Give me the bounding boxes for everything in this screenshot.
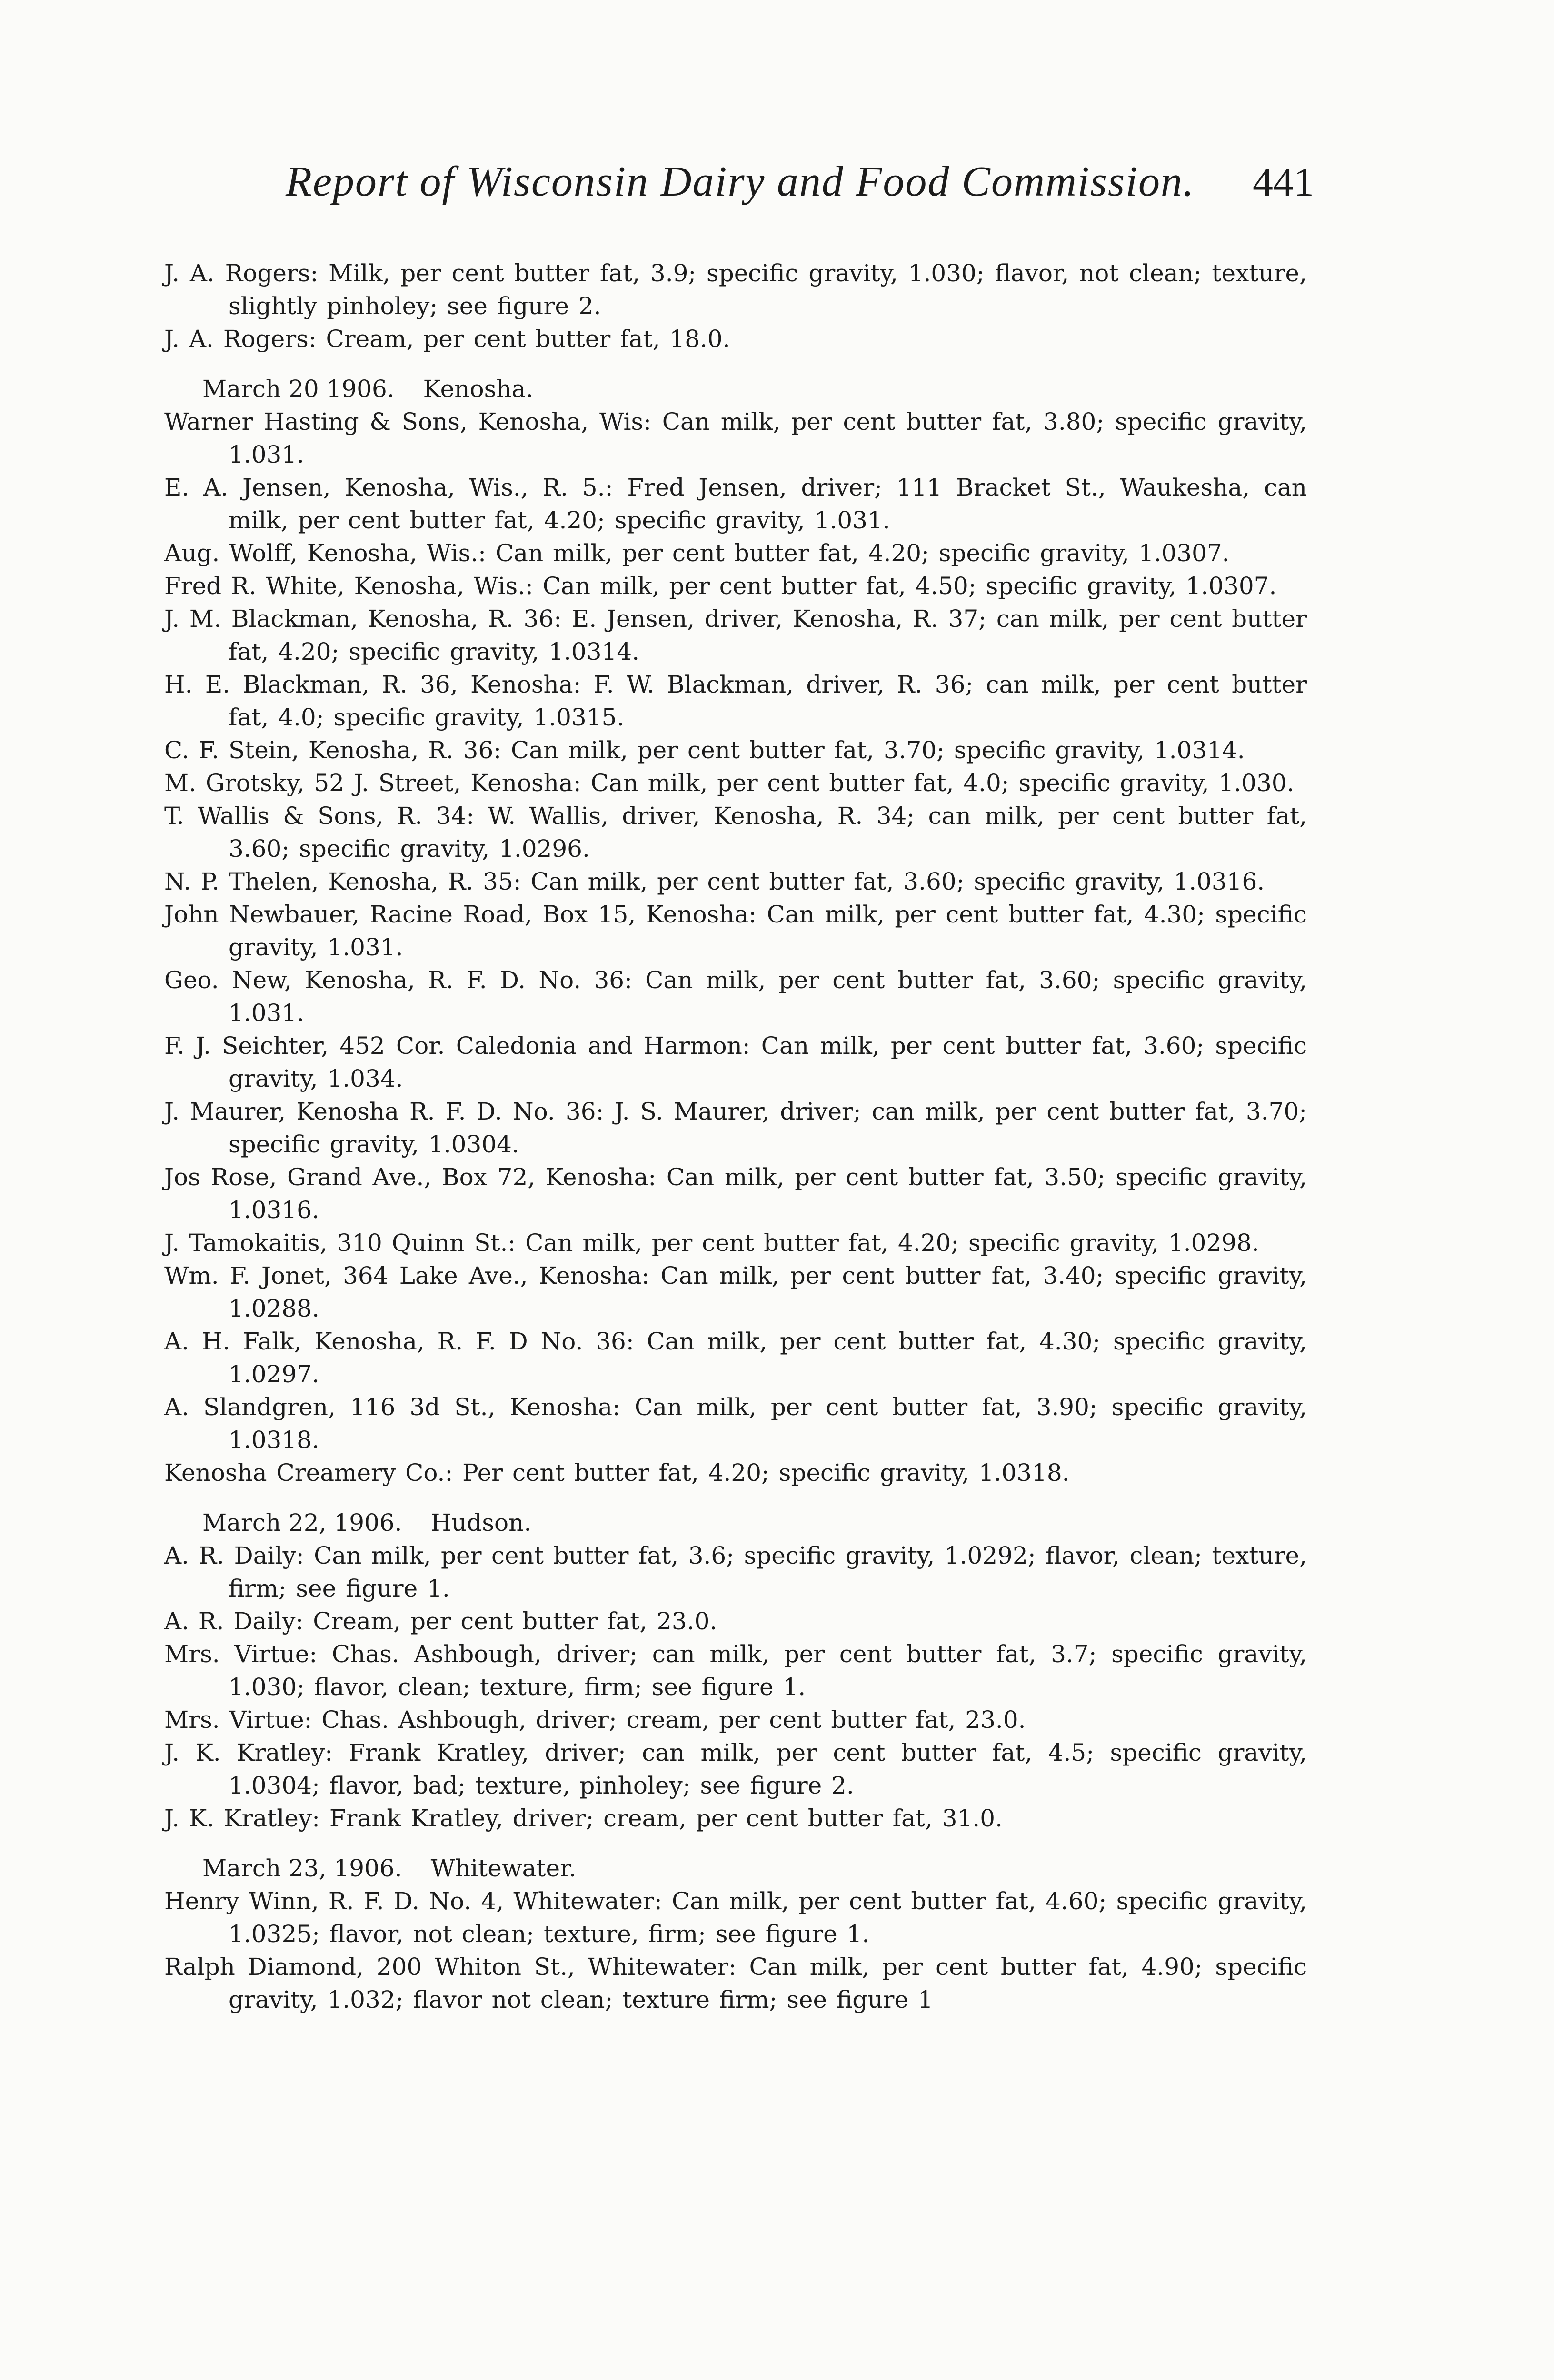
list-item: Aug. Wolff, Kenosha, Wis.: Can milk, per cent butter fat, 4.20; specific gravity, 1.0307.: [164, 539, 1230, 567]
list-item: Jos Rose, Grand Ave., Box 72, Kenosha: Can milk, per cent butter fat, 3.50; specific gravity, 1.0316.: [164, 1163, 1307, 1224]
list-item: J. A. Rogers: Milk, per cent butter fat, 3.9; specific gravity, 1.030; flavor, not clean; texture, slightly pinholey; see figure 2.: [164, 259, 1307, 320]
list-item: J. M. Blackman, Kenosha, R. 36: E. Jensen, driver, Kenosha, R. 37; can milk, per cent butter fat, 4.20; specific gravity, 1.0314.: [164, 605, 1307, 665]
list-item: J. K. Kratley: Frank Kratley, driver; cream, per cent butter fat, 31.0.: [164, 1805, 1003, 1832]
list-item: A. R. Daily: Cream, per cent butter fat, 23.0.: [164, 1607, 717, 1635]
section-date: March 20 1906.: [202, 375, 395, 403]
list-item: A. H. Falk, Kenosha, R. F. D No. 36: Can milk, per cent butter fat, 4.30; specific gravity, 1.0297.: [164, 1328, 1307, 1388]
list-item: N. P. Thelen, Kenosha, R. 35: Can milk, per cent butter fat, 3.60; specific gravity, 1.0316.: [164, 868, 1265, 895]
list-item: E. A. Jensen, Kenosha, Wis., R. 5.: Fred Jensen, driver; 111 Bracket St., Waukesha, can milk, per cent butter fat, 4.20; specific gravity, 1.031.: [164, 474, 1307, 534]
list-item: F. J. Seichter, 452 Cor. Caledonia and Harmon: Can milk, per cent butter fat, 3.60; specific gravity, 1.034.: [164, 1032, 1307, 1092]
page-number: 441: [1253, 159, 1314, 205]
list-item: A. R. Daily: Can milk, per cent butter fat, 3.6; specific gravity, 1.0292; flavor, clean; texture, firm; see figure 1.: [164, 1542, 1307, 1602]
section-place: Whitewater.: [430, 1854, 577, 1882]
list-item: Fred R. White, Kenosha, Wis.: Can milk, per cent butter fat, 4.50; specific gravity, 1.0307.: [164, 572, 1277, 600]
section-heading: [202, 1852, 1307, 1885]
list-item: Kenosha Creamery Co.: Per cent butter fat, 4.20; specific gravity, 1.0318.: [164, 1459, 1070, 1487]
list-item: Warner Hasting & Sons, Kenosha, Wis: Can milk, per cent butter fat, 3.80; specific gravity, 1.031.: [164, 408, 1307, 468]
list-item: J. Tamokaitis, 310 Quinn St.: Can milk, per cent butter fat, 4.20; specific gravity, 1.0298.: [164, 1229, 1259, 1257]
list-item: Geo. New, Kenosha, R. F. D. No. 36: Can milk, per cent butter fat, 3.60; specific gravity, 1.031.: [164, 966, 1307, 1027]
list-item: Ralph Diamond, 200 Whiton St., Whitewater: Can milk, per cent butter fat, 4.90; specific gravity, 1.032; flavor not clean; texture firm; see figure 1: [164, 1953, 1307, 2013]
section-place: Hudson.: [430, 1509, 532, 1537]
list-item: Henry Winn, R. F. D. No. 4, Whitewater: Can milk, per cent butter fat, 4.60; specific gravity, 1.0325; flavor, not clean; texture, firm; see figure 1.: [164, 1887, 1307, 1948]
section-place: Kenosha.: [423, 375, 534, 403]
list-item: John Newbauer, Racine Road, Box 15, Kenosha: Can milk, per cent butter fat, 4.30; specific gravity, 1.031.: [164, 901, 1307, 961]
list-item: J. K. Kratley: Frank Kratley, driver; can milk, per cent butter fat, 4.5; specific gravity, 1.0304; flavor, bad; texture, pinholey; see figure 2.: [164, 1739, 1307, 1799]
list-item: T. Wallis & Sons, R. 34: W. Wallis, driver, Kenosha, R. 34; can milk, per cent butter fat, 3.60; specific gravity, 1.0296.: [164, 802, 1307, 863]
list-item: H. E. Blackman, R. 36, Kenosha: F. W. Blackman, driver, R. 36; can milk, per cent butter fat, 4.0; specific gravity, 1.0315.: [164, 671, 1307, 731]
list-item: A. Slandgren, 116 3d St., Kenosha: Can milk, per cent butter fat, 3.90; specific gravity, 1.0318.: [164, 1393, 1307, 1454]
list-item: Mrs. Virtue: Chas. Ashbough, driver; can milk, per cent butter fat, 3.7; specific gravity, 1.030; flavor, clean; texture, firm; see figure 1.: [164, 1640, 1307, 1701]
running-title: Report of Wisconsin Dairy and Food Commission.: [286, 158, 1195, 205]
list-item: J. Maurer, Kenosha R. F. D. No. 36: J. S. Maurer, driver; can milk, per cent butter fat, 3.70; specific gravity, 1.0304.: [164, 1098, 1307, 1158]
list-item: J. A. Rogers: Cream, per cent butter fat, 18.0.: [164, 325, 730, 353]
report-body: [164, 257, 1307, 2016]
section-date: March 23, 1906.: [202, 1854, 402, 1882]
section-date: March 22, 1906.: [202, 1509, 402, 1537]
list-item: Mrs. Virtue: Chas. Ashbough, driver; cream, per cent butter fat, 23.0.: [164, 1706, 1026, 1734]
list-item: M. Grotsky, 52 J. Street, Kenosha: Can milk, per cent butter fat, 4.0; specific gravity, 1.030.: [164, 769, 1295, 797]
running-header: [286, 157, 1314, 206]
list-item: Wm. F. Jonet, 364 Lake Ave., Kenosha: Can milk, per cent butter fat, 3.40; specific gravity, 1.0288.: [164, 1262, 1307, 1322]
section-heading: [202, 1507, 1307, 1539]
section-heading: [202, 373, 1307, 406]
list-item: C. F. Stein, Kenosha, R. 36: Can milk, per cent butter fat, 3.70; specific gravity, 1.0314.: [164, 736, 1245, 764]
